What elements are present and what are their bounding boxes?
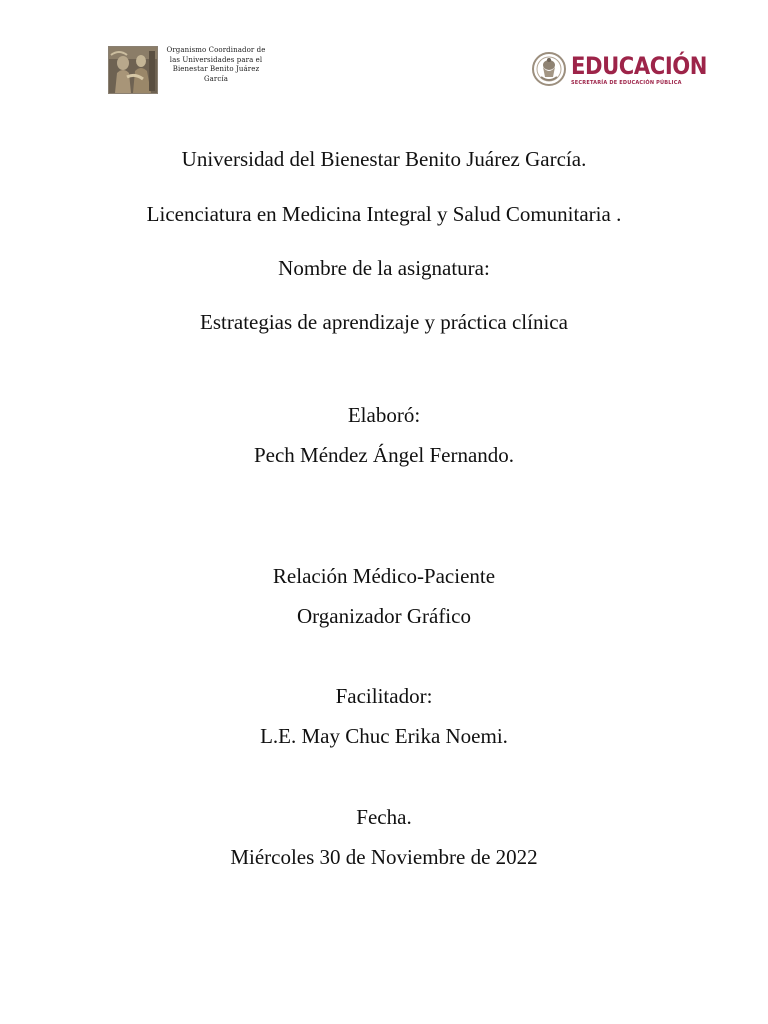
sep-brand-subtitle: SECRETARÍA DE EDUCACIÓN PÚBLICA [571, 79, 682, 86]
date-label: Fecha. [356, 805, 412, 829]
subject-label: Nombre de la asignatura: [278, 256, 490, 280]
sep-logo [531, 43, 726, 95]
topic-title: Relación Médico-Paciente [272, 564, 496, 588]
author-label: Elaboró: [347, 403, 421, 427]
author-name: Pech Méndez Ángel Fernando. [253, 443, 515, 467]
facilitator-label: Facilitador: [335, 684, 433, 708]
organismo-logo [108, 46, 268, 94]
sep-brand [571, 53, 726, 86]
facilitator-name: L.E. May Chuc Erika Noemi. [260, 724, 508, 748]
national-seal-icon [531, 43, 567, 95]
organismo-name [164, 46, 268, 84]
university-name: Universidad del Bienestar Benito Juárez García. [181, 147, 587, 171]
sep-brand-name: EDUCACIÓN [571, 51, 707, 80]
organismo-line-2: las Universidades para el [169, 55, 263, 64]
organismo-line-3: Bienestar Benito Juárez [172, 65, 260, 73]
date-value: Miércoles 30 de Noviembre de 2022 [230, 845, 538, 869]
organismo-line-1: Organismo Coordinador de [166, 46, 266, 54]
subject-name: Estrategias de aprendizaje y práctica clínica [200, 310, 568, 334]
organismo-line-4: García [203, 74, 229, 83]
document-header [0, 0, 768, 110]
mural-image-icon [108, 46, 158, 94]
degree-name: Licenciatura en Medicina Integral y Salud Comunitaria . [146, 202, 622, 226]
work-type: Organizador Gráfico [297, 604, 471, 628]
